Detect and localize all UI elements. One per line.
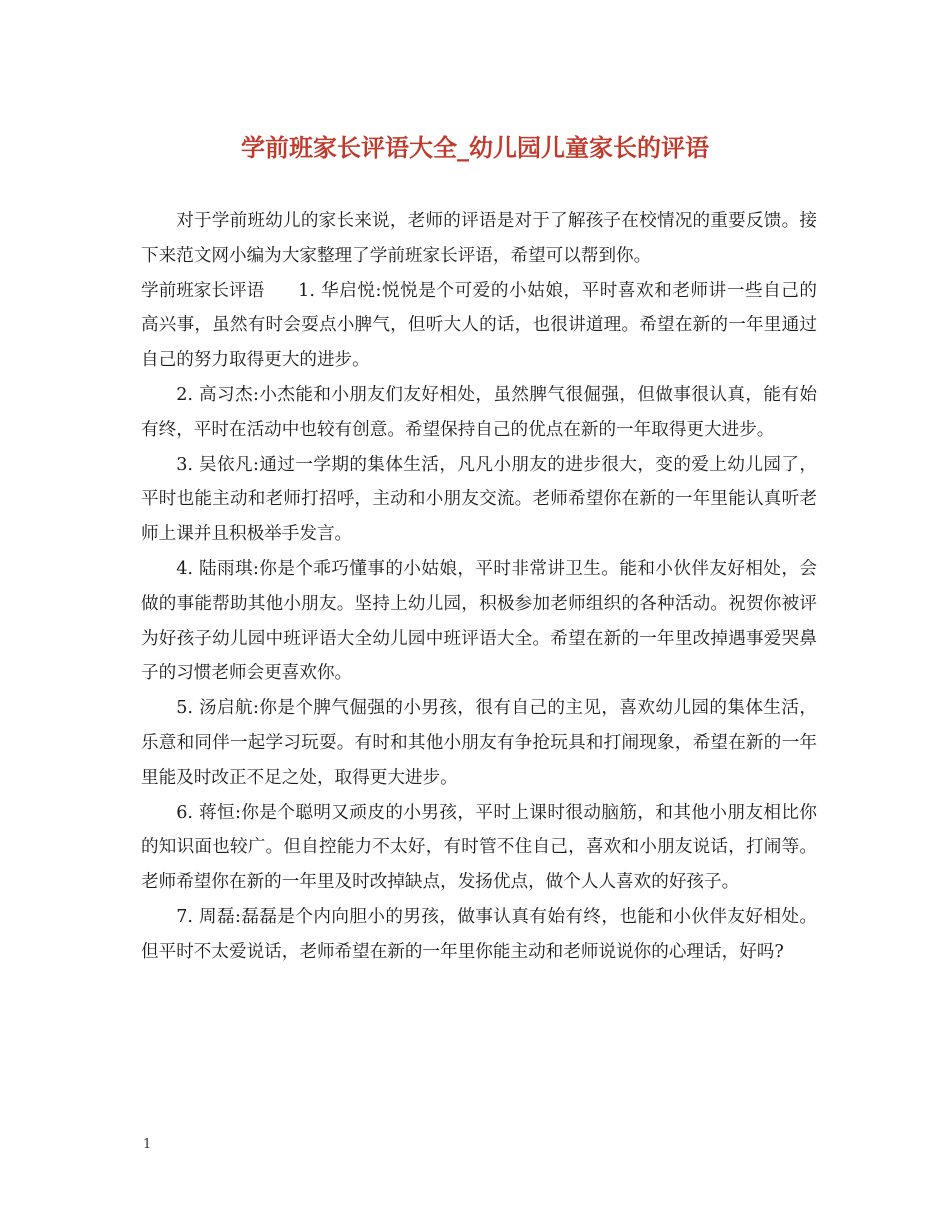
comment-paragraph-7: 7. 周磊:磊磊是个内向胆小的男孩，做事认真有始有终，也能和小伙伴友好相处。但平时不太爱说话，老师希望在新的一年里你能主动和老师说说你的心理话，好吗? <box>141 906 817 962</box>
comment-paragraph-3: 3. 吴依凡:通过一学期的集体生活，凡凡小朋友的进步很大，变的爱上幼儿园了，平时也能主动和老师打招呼，主动和小朋友交流。老师希望你在新的一年里能认真听老师上课并且积极举手发言。 <box>141 454 817 545</box>
comment-paragraph-1 <box>141 274 817 378</box>
intro-paragraph: 对于学前班幼儿的家长来说，老师的评语是对于了解孩子在校情况的重要反馈。接下来范文网小编为大家整理了学前班家长评语，希望可以帮到你。 <box>141 211 817 266</box>
page-title: 学前班家长评语大全_幼儿园儿童家长的评语 <box>241 133 709 162</box>
comment-paragraph-2: 2. 高习杰:小杰能和小朋友们友好相处，虽然脾气很倔强，但做事很认真，能有始有终，平时在活动中也较有创意。希望保持自己的优点在新的一年取得更大进步。 <box>141 384 817 440</box>
page-number: 1 <box>143 1137 152 1152</box>
section-label: 学前班家长评语 <box>141 280 265 301</box>
comment-paragraph-6: 6. 蒋恒:你是个聪明又顽皮的小男孩，平时上课时很动脑筋，和其他小朋友相比你的知识面也较广。但自控能力不太好，有时管不住自己，喜欢和小朋友说话，打闹等。老师希望你在新的一年里及时改掉缺点，发扬优点，做个人人喜欢的好孩子。 <box>141 802 817 893</box>
document-body <box>141 204 817 970</box>
comment-text-1: 1. 华启悦:悦悦是个可爱的小姑娘，平时喜欢和老师讲一些自己的高兴事，虽然有时会耍点小脾气，但听大人的话，也很讲道理。希望在新的一年里通过自己的努力取得更大的进步。 <box>141 280 817 371</box>
comment-paragraph-5: 5. 汤启航:你是个脾气倔强的小男孩，很有自己的主见，喜欢幼儿园的集体生活，乐意和同伴一起学习玩耍。有时和其他小朋友有争抢玩具和打闹现象，希望在新的一年里能及时改正不足之处，取得更大进步。 <box>141 698 817 788</box>
comment-paragraph-4: 4. 陆雨琪:你是个乖巧懂事的小姑娘，平时非常讲卫生。能和小伙伴友好相处，会做的事能帮助其他小朋友。坚持上幼儿园，积极参加老师组织的各种活动。祝贺你被评为好孩子幼儿园中班评语大全幼儿园中班评语大全。希望在新的一年里改掉遇事爱哭鼻子的习惯老师会更喜欢你。 <box>141 558 817 684</box>
